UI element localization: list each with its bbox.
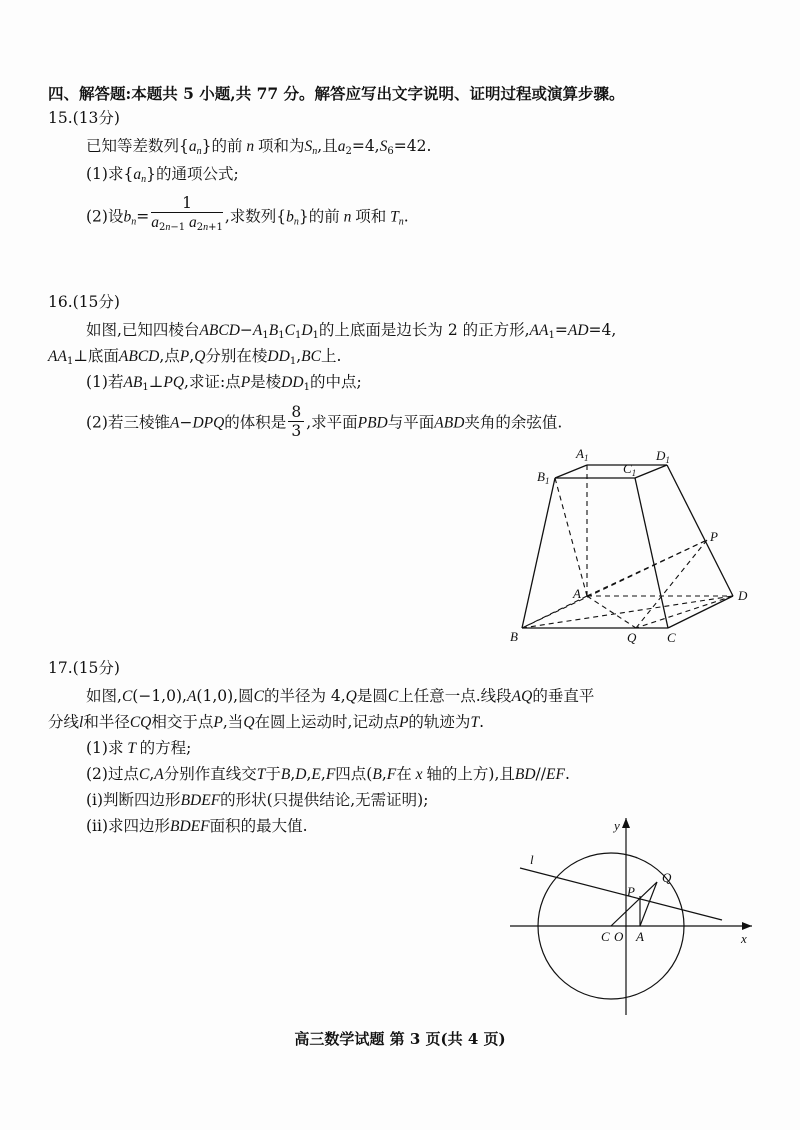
- label-a: A: [636, 929, 644, 944]
- label-d1: $D_1$: [656, 448, 670, 465]
- label-q: Q: [662, 870, 672, 885]
- label-l: l: [530, 852, 534, 867]
- q17-part1: (1)求 T 的方程;: [86, 739, 192, 757]
- section-heading: 四、解答题:本题共 5 小题,共 77 分。解答应写出文字说明、证明过程或演算步骤。: [48, 84, 625, 103]
- page-footer: 高三数学试题 第 3 页(共 4 页): [294, 1030, 506, 1048]
- q16-stem-line2: $AA_1\perp$底面ABCD,点P,Q分别在棱$DD_1,BC$上.: [48, 347, 342, 367]
- line-l: [520, 868, 722, 920]
- q15-part1: (1)求$\{a_n\}$的通项公式;: [86, 165, 239, 185]
- q16-number: 16.(15分): [48, 293, 120, 311]
- q17-stem-line1: 如图,C(−1,0),A(1,0),圆C的半径为 4,Q是圆C上任意一点.线段AQ的垂直平: [86, 687, 595, 705]
- q15-frac-num: 1: [151, 194, 223, 213]
- label-q: Q: [627, 630, 637, 645]
- q17-part-i: (i)判断四边形BDEF的形状(只提供结论,无需证明);: [86, 791, 429, 809]
- label-y: y: [614, 818, 620, 833]
- q15-number: 15.(13分): [48, 109, 120, 127]
- label-b1: $B_1$: [537, 469, 550, 486]
- label-p: P: [627, 884, 635, 899]
- q16-stem-line1: 如图,已知四棱台$ABCD-A_1B_1C_1D_1$的上底面是边长为 2 的正方形$,AA_1=AD=4$,: [86, 321, 617, 341]
- label-c: C: [601, 929, 610, 944]
- q17-part2: (2)过点C,A分别作直线交T于B,D,E,F四点(B,F在 x 轴的上方),且BD//EF.: [86, 765, 570, 783]
- label-o: O: [614, 929, 624, 944]
- label-c: C: [667, 630, 676, 645]
- q17-number: 17.(15分): [48, 659, 120, 677]
- segment-aq: [640, 882, 657, 926]
- label-b: B: [510, 629, 518, 644]
- label-c1: $C_1$: [623, 461, 637, 478]
- label-d: D: [738, 588, 748, 603]
- q15-part2: (2)设$b_n=$ $\frac{1}{a_{2n-1} a_{2n+1}}$ ,求数列$\{b_n\}$的前 n 项和 $T_n$.: [86, 194, 409, 233]
- x-axis-arrow: [742, 922, 752, 930]
- q16-part2: (2)若三棱锥A−DPQ的体积是 $\frac{8}{3}$ ,求平面PBD与平面ABD夹角的余弦值.: [86, 403, 563, 440]
- label-p: P: [710, 529, 718, 544]
- label-a1: $A_1$: [576, 446, 589, 463]
- q15-stem: 已知等差数列$\{a_n\}$的前 n 项和为$S_n$,且$a_2=4,S_6=42$.: [86, 137, 432, 157]
- label-x: x: [741, 931, 747, 946]
- q17-part-ii: (ii)求四边形BDEF面积的最大值.: [86, 817, 308, 835]
- label-a: A: [573, 586, 581, 601]
- q16-part1: (1)若$AB_1\perp PQ$,求证:点P是棱$DD_1$的中点;: [86, 373, 362, 393]
- y-axis-arrow: [622, 818, 630, 828]
- q17-stem-line2: 分线l和半径CQ相交于点P,当Q在圆上运动时,记动点P的轨迹为T.: [48, 713, 484, 731]
